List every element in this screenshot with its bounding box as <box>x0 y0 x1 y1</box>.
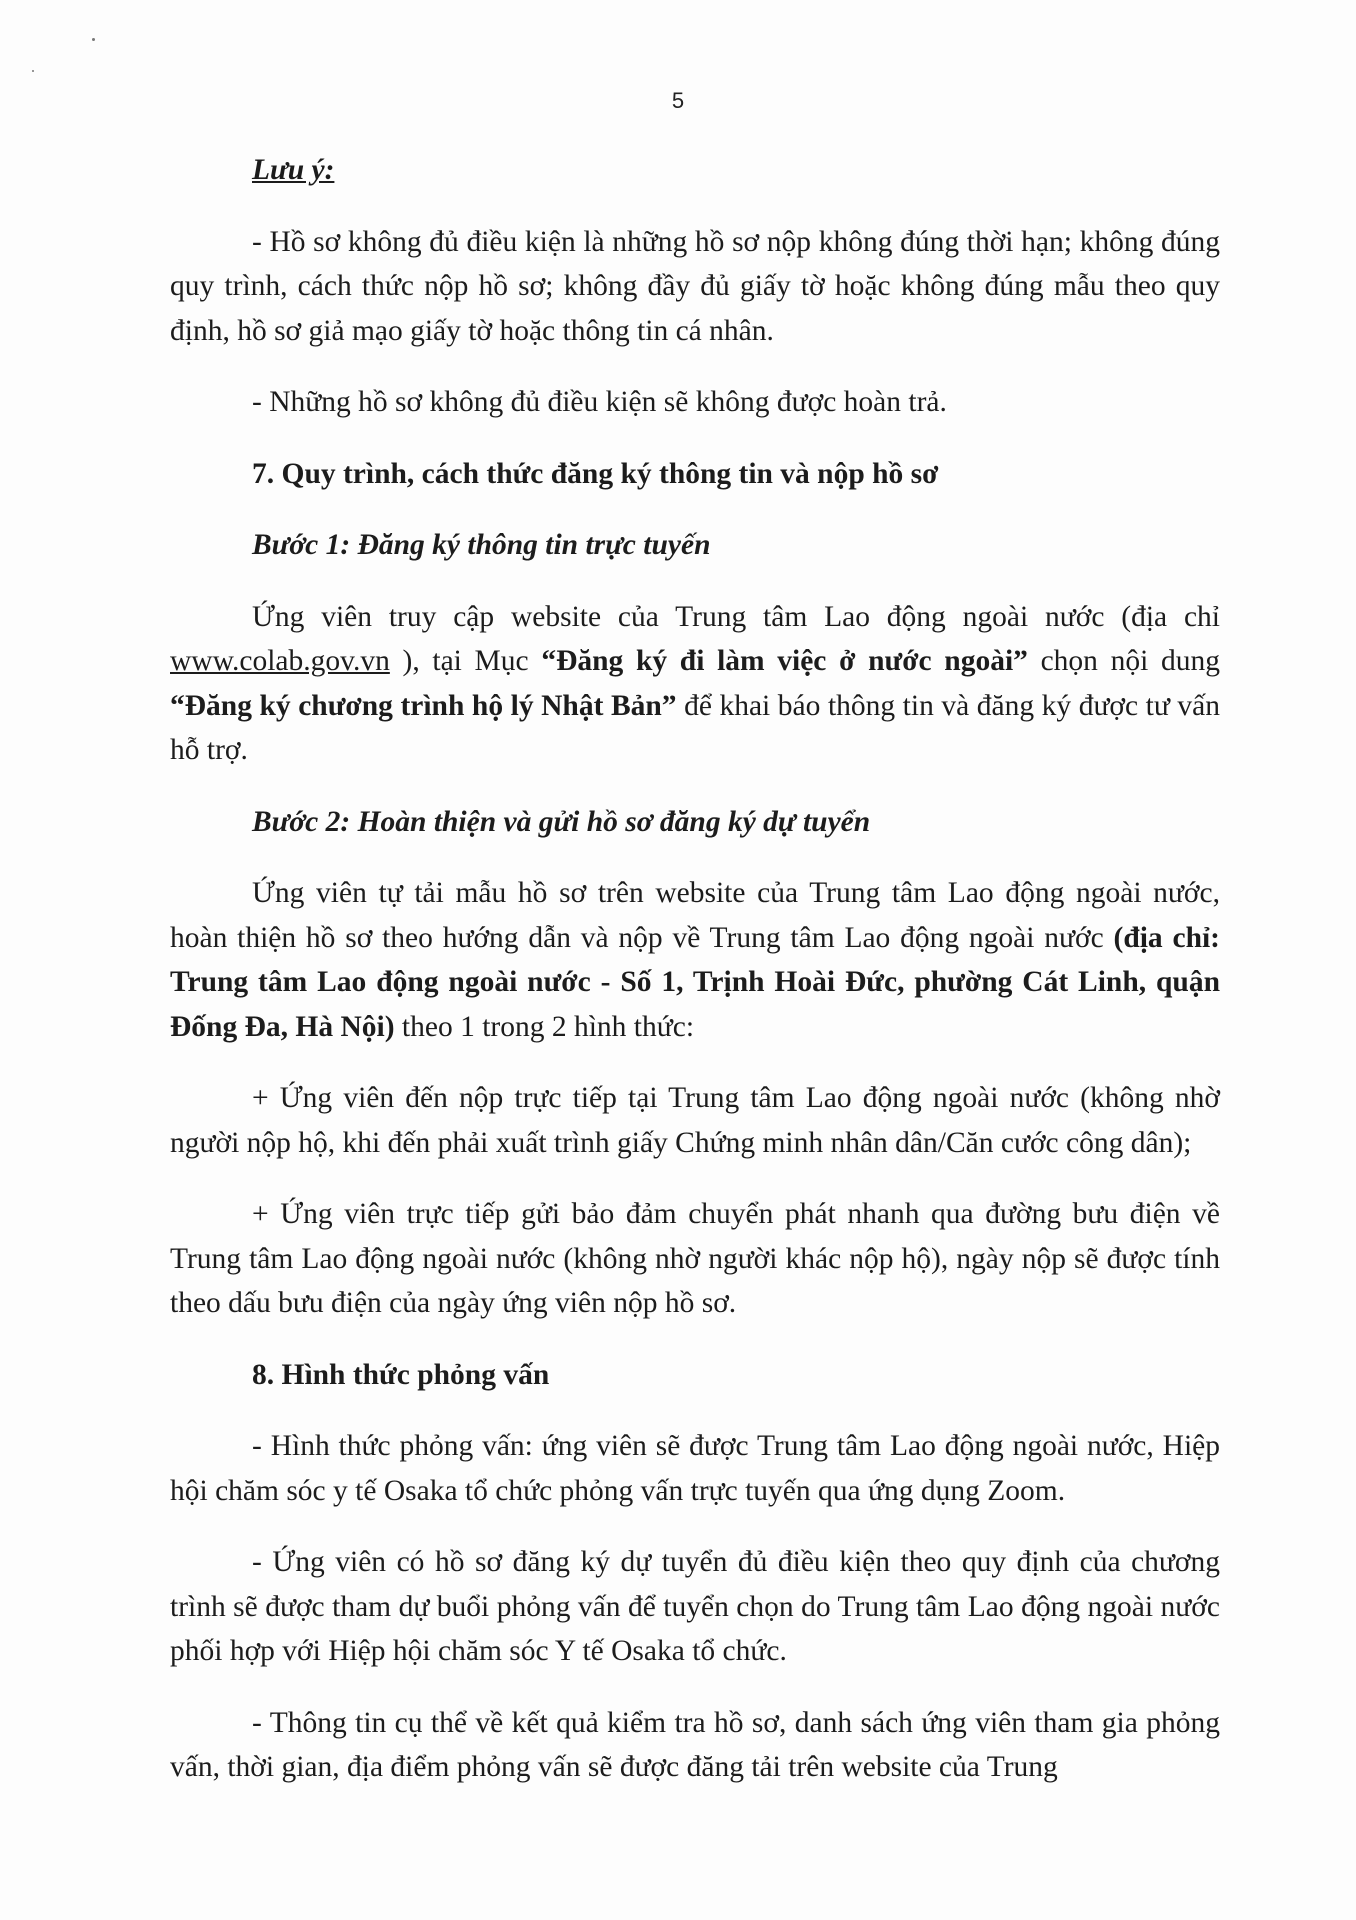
step-2-address: (địa chỉ: Trung tâm Lao động ngoài nước - Số 1, Trịnh Hoài Đức, phường Cát Linh, quận Đống Đa, Hà Nội) <box>170 921 1220 1043</box>
section-8-heading: 8. Hình thức phỏng vấn <box>252 1358 550 1391</box>
section-8-paragraph-3: - Thông tin cụ thể về kết quả kiểm tra hồ sơ, danh sách ứng viên tham gia phỏng vấn, thời gian, địa điểm phỏng vấn sẽ được đăng tải trên website của Trung <box>170 1706 1220 1783</box>
colab-website-link[interactable]: www.colab.gov.vn <box>170 645 390 677</box>
step-1-section-name: “Đăng ký đi làm việc ở nước ngoài” <box>541 645 1028 677</box>
note-paragraph-1: - Hồ sơ không đủ điều kiện là những hồ sơ nộp không đúng thời hạn; không đúng quy trình, cách thức nộp hồ sơ; không đầy đủ giấy tờ hoặc không đúng mẫu theo quy định, hồ sơ giả mạo giấy tờ hoặc thông tin cá nhân. <box>170 225 1220 347</box>
step-2-paragraph <box>170 871 1220 1049</box>
step-1-text-a: Ứng viên truy cập website của Trung tâm Lao động ngoài nước (địa chỉ <box>252 600 1220 633</box>
note-paragraph-2: - Những hồ sơ không đủ điều kiện sẽ không được hoàn trả. <box>252 386 947 418</box>
step-1-paragraph <box>170 595 1220 773</box>
scan-speck <box>32 70 34 72</box>
step-2-text-a: Ứng viên tự tải mẫu hồ sơ trên website của Trung tâm Lao động ngoài nước, hoàn thiện hồ sơ theo hướng dẫn và nộp về Trung tâm Lao động ngoài nước <box>170 877 1220 954</box>
scan-speck <box>92 38 95 41</box>
page-number: 5 <box>671 88 685 113</box>
step-1-text-d: để khai báo thông tin và đăng ký được tư vấn hỗ trợ. <box>170 689 1220 766</box>
step-1-program-name: “Đăng ký chương trình hộ lý Nhật Bản” <box>170 689 677 722</box>
document-body <box>170 148 1220 1790</box>
section-8-paragraph-1: - Hình thức phỏng vấn: ứng viên sẽ được Trung tâm Lao động ngoài nước, Hiệp hội chăm sóc y tế Osaka tổ chức phỏng vấn trực tuyến qua ứng dụng Zoom. <box>170 1430 1220 1507</box>
step-1-title: Bước 1: Đăng ký thông tin trực tuyến <box>252 529 711 561</box>
step-2-title: Bước 2: Hoàn thiện và gửi hồ sơ đăng ký dự tuyển <box>252 805 871 838</box>
section-7-heading: 7. Quy trình, cách thức đăng ký thông tin và nộp hồ sơ <box>252 457 939 490</box>
step-2-option-1: + Ứng viên đến nộp trực tiếp tại Trung tâm Lao động ngoài nước (không nhờ người nộp hộ, khi đến phải xuất trình giấy Chứng minh nhân dân/Căn cước công dân); <box>170 1082 1220 1159</box>
step-1-text-c: chọn nội dung <box>1027 645 1220 677</box>
step-2-option-2: + Ứng viên trực tiếp gửi bảo đảm chuyển phát nhanh qua đường bưu điện về Trung tâm Lao động ngoài nước (không nhờ người khác nộp hộ), ngày nộp sẽ được tính theo dấu bưu điện của ngày ứng viên nộp hồ sơ. <box>170 1198 1220 1319</box>
note-label: Lưu ý: <box>252 154 335 186</box>
section-8-paragraph-2: - Ứng viên có hồ sơ đăng ký dự tuyển đủ điều kiện theo quy định của chương trình sẽ được tham dự buổi phỏng vấn để tuyển chọn do Trung tâm Lao động ngoài nước phối hợp với Hiệp hội chăm sóc Y tế Osaka tổ chức. <box>170 1546 1220 1667</box>
step-2-text-b: theo 1 trong 2 hình thức: <box>394 1010 695 1043</box>
step-1-text-b: ), tại Mục <box>389 645 542 677</box>
